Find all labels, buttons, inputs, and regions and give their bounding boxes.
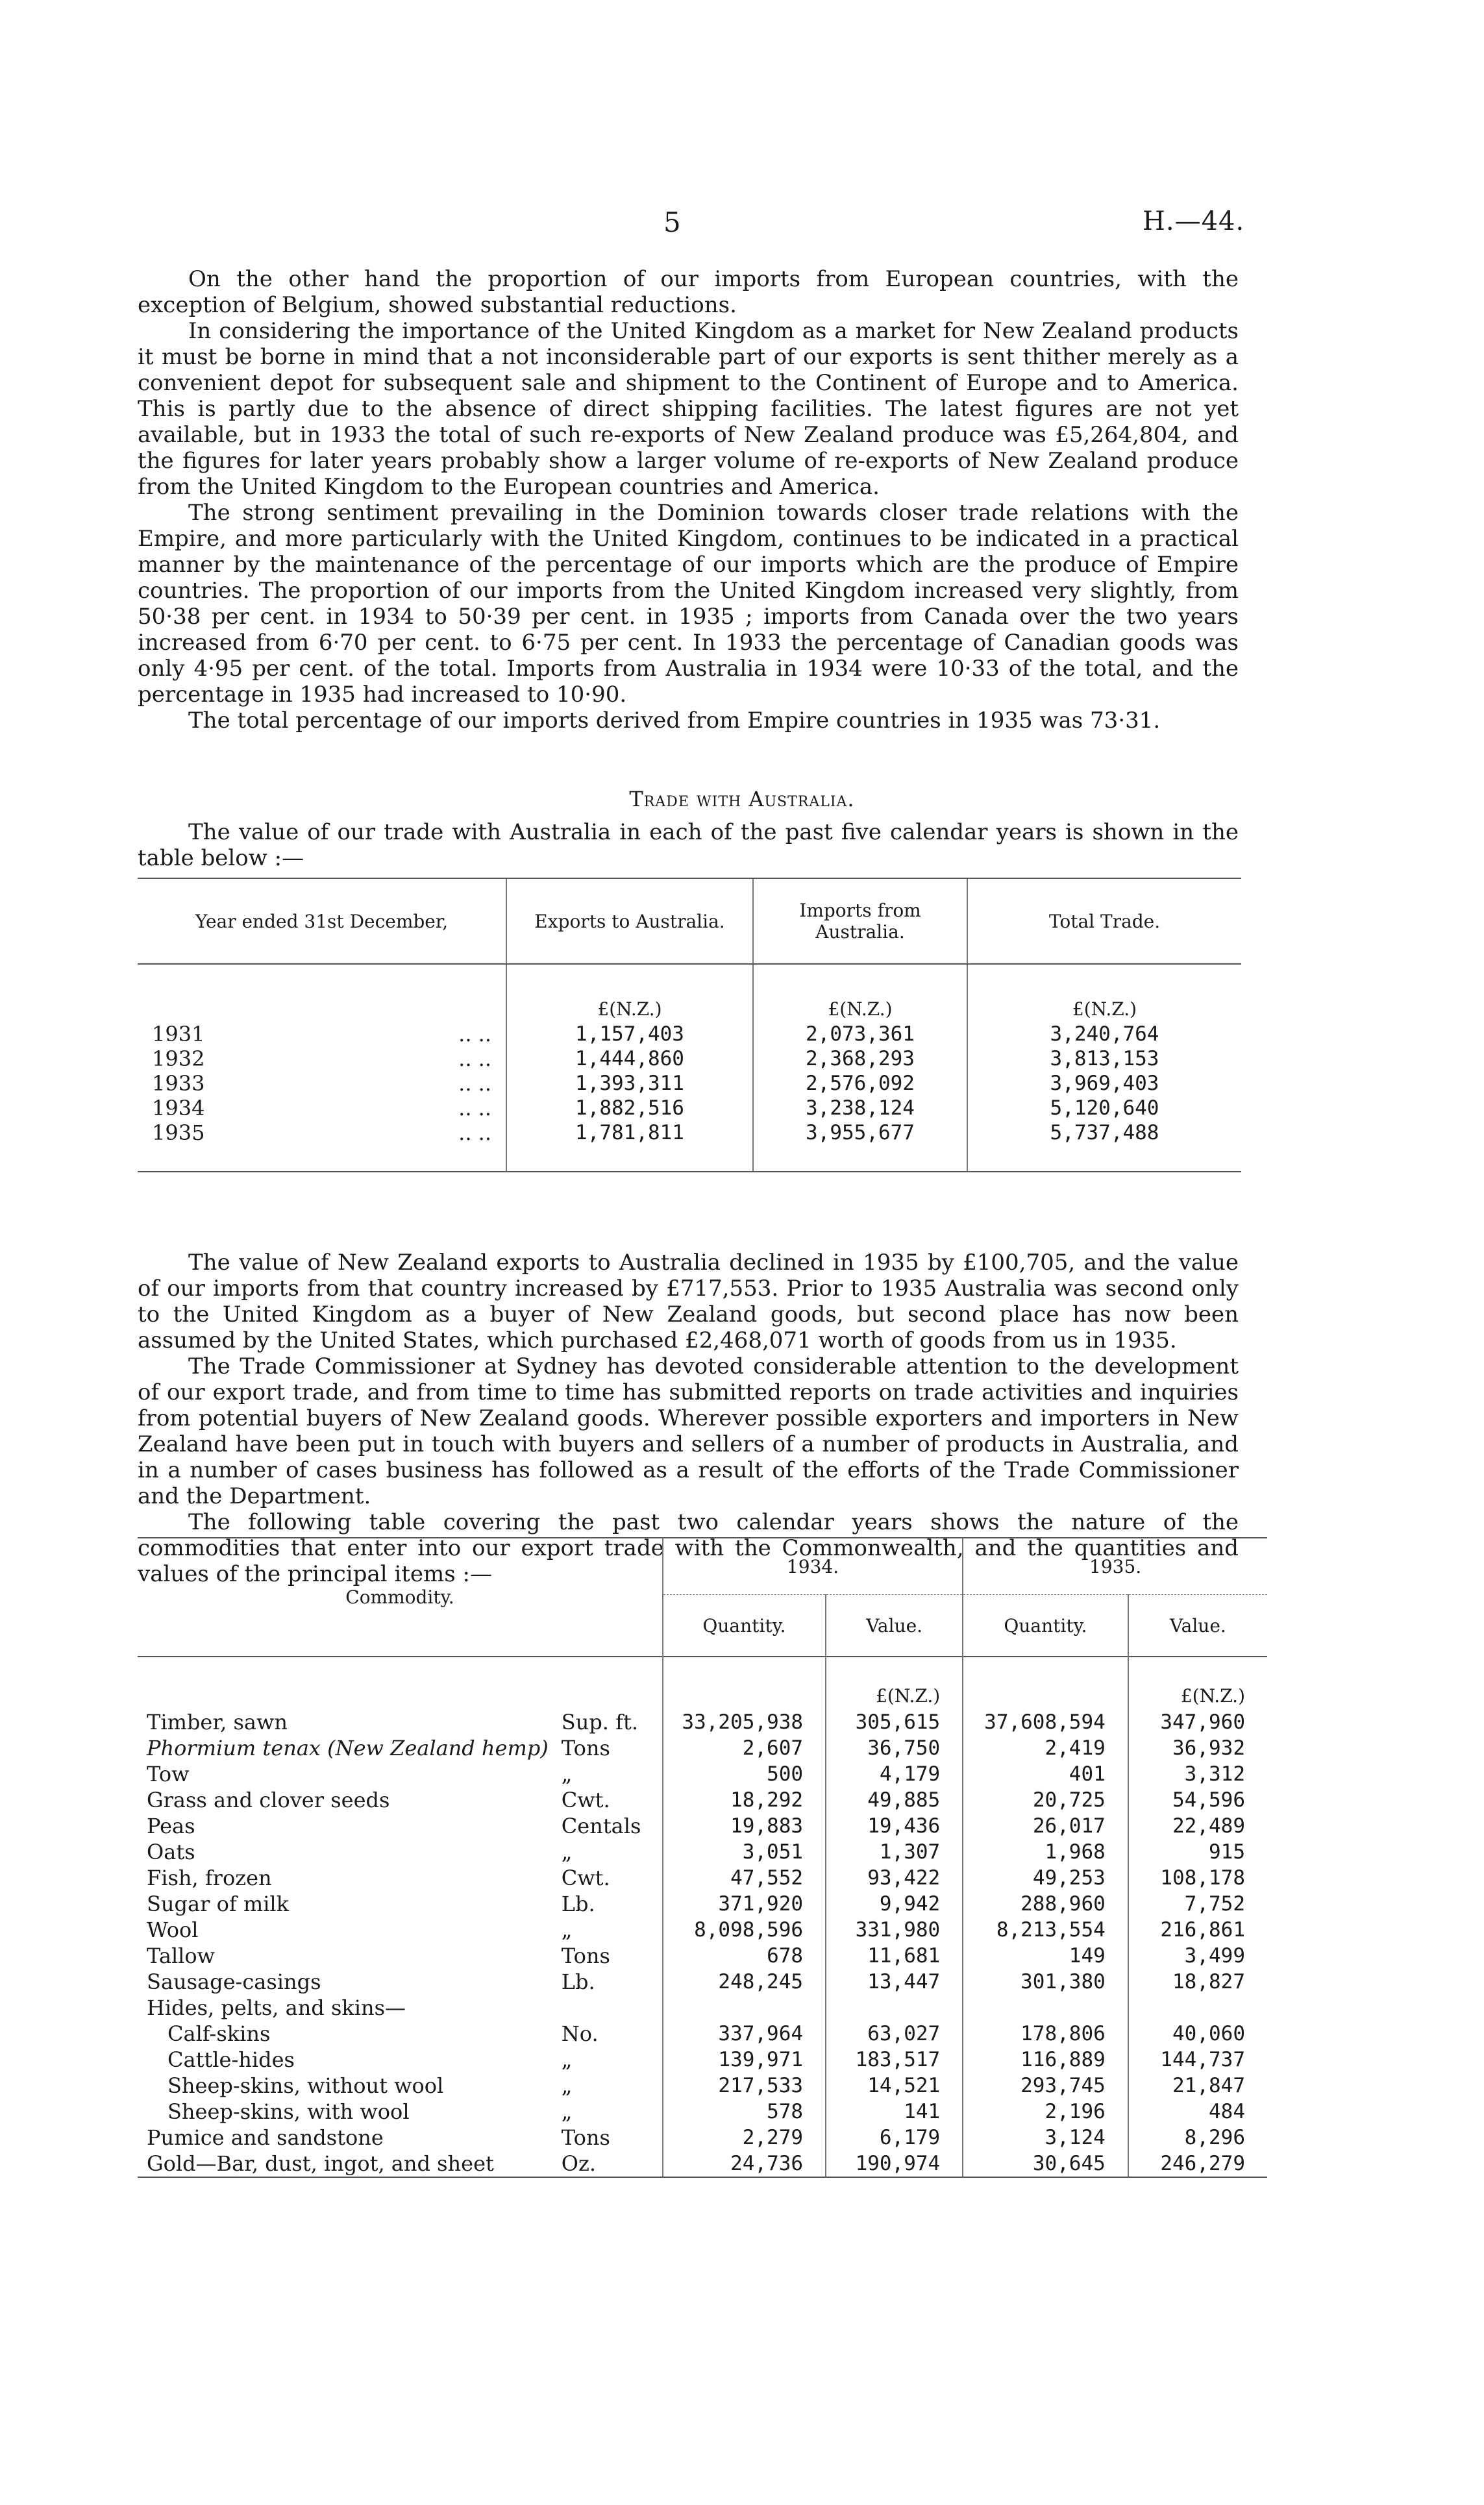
col-header-year: Year ended 31st December, [138,878,506,964]
unit-cell [663,1657,826,1709]
quantity-1935-cell: 8,213,554 [963,1917,1128,1943]
commodity-name-cell: Sheep-skins, without wool [167,2073,444,2098]
imports-cell: 2,576,092 [753,1071,967,1096]
commodity-name-cell: Tallow [147,1944,216,1968]
value-1935-cell: 21,847 [1128,2073,1267,2099]
quantity-1935-cell: 26,017 [963,1813,1128,1839]
table-row [138,1046,1241,1071]
unit-cell: Cwt. [561,1788,610,1812]
quantity-1935-cell: 30,645 [963,2151,1128,2177]
commodity-name-cell: Peas [147,1814,195,1838]
table-row [138,1761,1267,1787]
value-1934-cell: 49,885 [826,1787,963,1813]
value-1935-cell: 144,737 [1128,2047,1267,2073]
value-1935-cell [1128,1995,1267,2021]
quantity-1935-cell: 178,806 [963,2021,1128,2047]
paragraph: In considering the importance of the United Kingdom as a market for New Zealand products it must be borne in mind that a not inconsiderable part of our exports is sent thither merely as a convenient depot for subsequent sale and shipment to the Continent of Europe and to America. This is partly due to the absence of direct shipping facilities. The latest figures are not yet available, but in 1933 the total of such re-exports of New Zealand produce was £5,264,804, and the figures for later years probably show a larger volume of re-exports of New Zealand produce from the United Kingdom to the European countries and America. [138,318,1239,500]
table-row [138,1022,1241,1046]
imports-cell: 2,368,293 [753,1046,967,1071]
value-1934-cell: 190,974 [826,2151,963,2177]
quantity-1935-cell: 288,960 [963,1891,1128,1917]
unit-cell: „ [561,1918,573,1942]
table-row [138,1787,1267,1813]
unit-cell: „ [561,2047,573,2072]
commodity-name-cell: Gold—Bar, dust, ingot, and sheet [138,2151,558,2177]
unit-cell: „ [561,2073,573,2098]
quantity-1935-cell: 1,968 [963,1839,1128,1865]
quantity-1934-cell: 2,279 [663,2125,826,2151]
col-header-value: Value. [826,1595,963,1657]
quantity-1934-cell: 139,971 [663,2047,826,2073]
unit-cell [558,1995,663,2021]
quantity-1935-cell: 20,725 [963,1787,1128,1813]
unit-cell: Lb. [561,1969,595,1994]
australia-trade-table [138,878,1241,1172]
exports-cell: 1,444,860 [506,1046,753,1071]
commodity-exports-table [138,1537,1267,2178]
table-row [138,1735,1267,1761]
paragraph: The value of our trade with Australia in each of the past five calendar years is shown in the table below :— [138,819,1239,871]
value-1934-cell: 14,521 [826,2073,963,2099]
table-row [138,1943,1267,1969]
value-1935-cell: 22,489 [1128,1813,1267,1839]
value-1934-cell: 36,750 [826,1735,963,1761]
value-1934-cell: 4,179 [826,1761,963,1787]
value-1934-cell: 1,307 [826,1839,963,1865]
value-1934-cell [826,1995,963,2021]
commodity-name-cell: Sugar of milk [147,1892,290,1916]
commodity-name-cell: Wool [147,1918,199,1942]
imports-cell: 2,073,361 [753,1022,967,1046]
quantity-1935-cell: 49,253 [963,1865,1128,1891]
table-row [138,2151,1267,2177]
value-1934-cell: 63,027 [826,2021,963,2047]
unit-cell: Lb. [561,1892,595,1916]
commodity-name-cell: Hides, pelts, and skins— [147,1995,406,2020]
col-header-quantity: Quantity. [663,1595,826,1657]
table-row [138,1813,1267,1839]
commodity-name-cell: Timber, sawn [147,1710,288,1734]
unit-cell: £(N.Z.) [506,964,753,1022]
table-row [138,2099,1267,2125]
quantity-1935-cell: 301,380 [963,1969,1128,1995]
quantity-1934-cell: 24,736 [663,2151,826,2177]
table-row [138,1120,1241,1172]
value-1934-cell: 331,980 [826,1917,963,1943]
value-1935-cell: 915 [1128,1839,1267,1865]
year-header-1934: 1934. [663,1538,963,1595]
value-1934-cell: 9,942 [826,1891,963,1917]
units-row [138,964,1241,1022]
quantity-1935-cell: 2,196 [963,2099,1128,2125]
table-row [138,1839,1267,1865]
exports-cell: 1,781,811 [506,1120,753,1172]
unit-cell [138,1657,558,1709]
unit-cell: Sup. ft. [561,1710,639,1734]
commodity-name-cell: Pumice and sandstone [147,2125,384,2150]
year-cell: 1931 .. .. [152,1022,491,1046]
table-row [138,2047,1267,2073]
unit-cell [558,1657,663,1709]
unit-cell: Centals [561,1814,641,1838]
total-cell: 5,737,488 [967,1120,1241,1172]
quantity-1935-cell [963,1995,1128,2021]
total-cell: 3,240,764 [967,1022,1241,1046]
paragraph: The following table covering the past two calendar years shows the nature of the commodities that enter into our export trade with the Commonwealth, and the quantities and values of the principal items :— [138,1509,1239,1587]
quantity-1934-cell: 678 [663,1943,826,1969]
year-cell: 1932 .. .. [152,1046,491,1071]
unit-cell: „ [561,2099,573,2124]
unit-cell: Oz. [558,2151,663,2177]
quantity-1935-cell: 293,745 [963,2073,1128,2099]
col-header-quantity: Quantity. [963,1595,1128,1657]
commodity-name-cell: Oats [147,1840,195,1864]
quantity-1934-cell: 500 [663,1761,826,1787]
quantity-1934-cell: 217,533 [663,2073,826,2099]
year-cell: 1935 .. .. [138,1120,506,1172]
unit-cell: Tons [561,1944,610,1968]
value-1934-cell: 183,517 [826,2047,963,2073]
unit-cell [138,964,506,1022]
col-header-total: Total Trade. [967,878,1241,964]
value-1935-cell: 347,960 [1128,1709,1267,1735]
units-row [138,1657,1267,1709]
table-row [138,1995,1267,2021]
value-1934-cell: 19,436 [826,1813,963,1839]
quantity-1934-cell: 19,883 [663,1813,826,1839]
unit-cell: £(N.Z.) [753,964,967,1022]
value-1935-cell: 18,827 [1128,1969,1267,1995]
table-row [138,2021,1267,2047]
col-header-exports: Exports to Australia. [506,878,753,964]
quantity-1934-cell: 248,245 [663,1969,826,1995]
table-row [138,2125,1267,2151]
table-row [138,1969,1267,1995]
quantity-1934-cell: 8,098,596 [663,1917,826,1943]
col-header-imports: Imports from Australia. [753,878,967,964]
value-1934-cell: 11,681 [826,1943,963,1969]
quantity-1934-cell: 337,964 [663,2021,826,2047]
quantity-1934-cell: 578 [663,2099,826,2125]
commodity-name-cell: Fish, frozen [147,1866,272,1890]
unit-cell: Cwt. [561,1866,610,1890]
unit-cell: No. [561,2021,599,2046]
value-1934-cell: 141 [826,2099,963,2125]
intro-text [138,266,1239,734]
year-cell: 1933 .. .. [152,1071,491,1096]
paragraph: The Trade Commissioner at Sydney has devoted considerable attention to the development of our export trade, and from time to time has submitted reports on trade activities and inquiries from potential buyers of New Zealand goods. Wherever possible exporters and importers in New Zealand have been put in touch with buyers and sellers of a number of products in Australia, and in a number of cases business has followed as a result of the efforts of the Trade Commissioner and the Department. [138,1353,1239,1509]
paragraph: The value of New Zealand exports to Australia declined in 1935 by £100,705, and the value of our imports from that country increased by £717,553. Prior to 1935 Australia was second only to the United Kingdom as a buyer of New Zealand goods, but second place has now been assumed by the United States, which purchased £2,468,071 worth of goods from us in 1935. [138,1250,1239,1353]
unit-cell: „ [561,1840,573,1864]
quantity-1934-cell: 2,607 [663,1735,826,1761]
value-1934-cell: 305,615 [826,1709,963,1735]
middle-text [138,1250,1239,1587]
table-row [138,1865,1267,1891]
exports-cell: 1,882,516 [506,1096,753,1120]
total-cell: 5,120,640 [967,1096,1241,1120]
table-row [138,1071,1241,1096]
value-1935-cell: 8,296 [1128,2125,1267,2151]
table-row [138,1096,1241,1120]
unit-cell: „ [561,1762,573,1786]
year-header-1935: 1935. [963,1538,1267,1595]
unit-cell: Tons [561,2125,610,2150]
exports-cell: 1,157,403 [506,1022,753,1046]
value-1935-cell: 40,060 [1128,2021,1267,2047]
value-1934-cell: 13,447 [826,1969,963,1995]
value-1935-cell: 484 [1128,2099,1267,2125]
page-header [0,206,1484,245]
table-row [138,1891,1267,1917]
unit-cell: £(N.Z.) [967,964,1241,1022]
imports-cell: 3,238,124 [753,1096,967,1120]
value-1935-cell: 108,178 [1128,1865,1267,1891]
quantity-1935-cell: 37,608,594 [963,1709,1128,1735]
commodity-name-cell: Calf-skins [167,2021,271,2046]
quantity-1934-cell: 3,051 [663,1839,826,1865]
exports-cell: 1,393,311 [506,1071,753,1096]
quantity-1935-cell: 401 [963,1761,1128,1787]
quantity-1934-cell [663,1995,826,2021]
unit-cell: £(N.Z.) [1128,1657,1267,1709]
total-cell: 3,813,153 [967,1046,1241,1071]
value-1935-cell: 7,752 [1128,1891,1267,1917]
value-1935-cell: 216,861 [1128,1917,1267,1943]
section-heading: Trade with Australia. [629,787,855,811]
commodity-name-cell: Phormium tenax (New Zealand hemp) [147,1736,549,1760]
table-intro [138,819,1239,871]
paragraph: The strong sentiment prevailing in the Dominion towards closer trade relations with the Empire, and more particularly with the United Kingdom, continues to be indicated in a practical manner by the maintenance of the percentage of our imports which are the produce of Empire countries. The proportion of our imports from the United Kingdom increased very slightly, from 50·38 per cent. in 1934 to 50·39 per cent. in 1935 ; imports from Canada over the two years increased from 6·70 per cent. to 6·75 per cent. In 1933 the percentage of Canadian goods was only 4·95 per cent. of the total. Imports from Australia in 1934 were 10·33 of the total, and the percentage in 1935 had increased to 10·90. [138,500,1239,708]
value-1934-cell: 93,422 [826,1865,963,1891]
table-row [138,2073,1267,2099]
unit-cell [963,1657,1128,1709]
quantity-1935-cell: 149 [963,1943,1128,1969]
commodity-name-cell: Sheep-skins, with wool [167,2099,410,2124]
year-cell: 1934 .. .. [152,1096,491,1120]
quantity-1934-cell: 47,552 [663,1865,826,1891]
commodity-name-cell: Grass and clover seeds [147,1788,390,1812]
page-number: 5 [663,206,681,238]
unit-cell: £(N.Z.) [826,1657,963,1709]
quantity-1934-cell: 33,205,938 [663,1709,826,1735]
commodity-name-cell: Cattle-hides [167,2047,295,2072]
paragraph: The total percentage of our imports derived from Empire countries in 1935 was 73·31. [188,708,1161,734]
paragraph: On the other hand the proportion of our imports from European countries, with the exception of Belgium, showed substantial reductions. [138,266,1239,318]
quantity-1935-cell: 3,124 [963,2125,1128,2151]
value-1934-cell: 6,179 [826,2125,963,2151]
value-1935-cell: 3,312 [1128,1761,1267,1787]
col-header-commodity: Commodity. [138,1538,663,1657]
quantity-1934-cell: 371,920 [663,1891,826,1917]
value-1935-cell: 3,499 [1128,1943,1267,1969]
total-cell: 3,969,403 [967,1071,1241,1096]
value-1935-cell: 246,279 [1128,2151,1267,2177]
table-row [138,1709,1267,1735]
document-reference: H.—44. [1143,206,1245,236]
unit-cell: Tons [561,1736,610,1760]
table-row [138,1917,1267,1943]
commodity-name-cell: Sausage-casings [147,1969,321,1994]
quantity-1934-cell: 18,292 [663,1787,826,1813]
col-header-value: Value. [1128,1595,1267,1657]
quantity-1935-cell: 2,419 [963,1735,1128,1761]
imports-cell: 3,955,677 [753,1120,967,1172]
value-1935-cell: 36,932 [1128,1735,1267,1761]
value-1935-cell: 54,596 [1128,1787,1267,1813]
quantity-1935-cell: 116,889 [963,2047,1128,2073]
commodity-name-cell: Tow [147,1762,190,1786]
